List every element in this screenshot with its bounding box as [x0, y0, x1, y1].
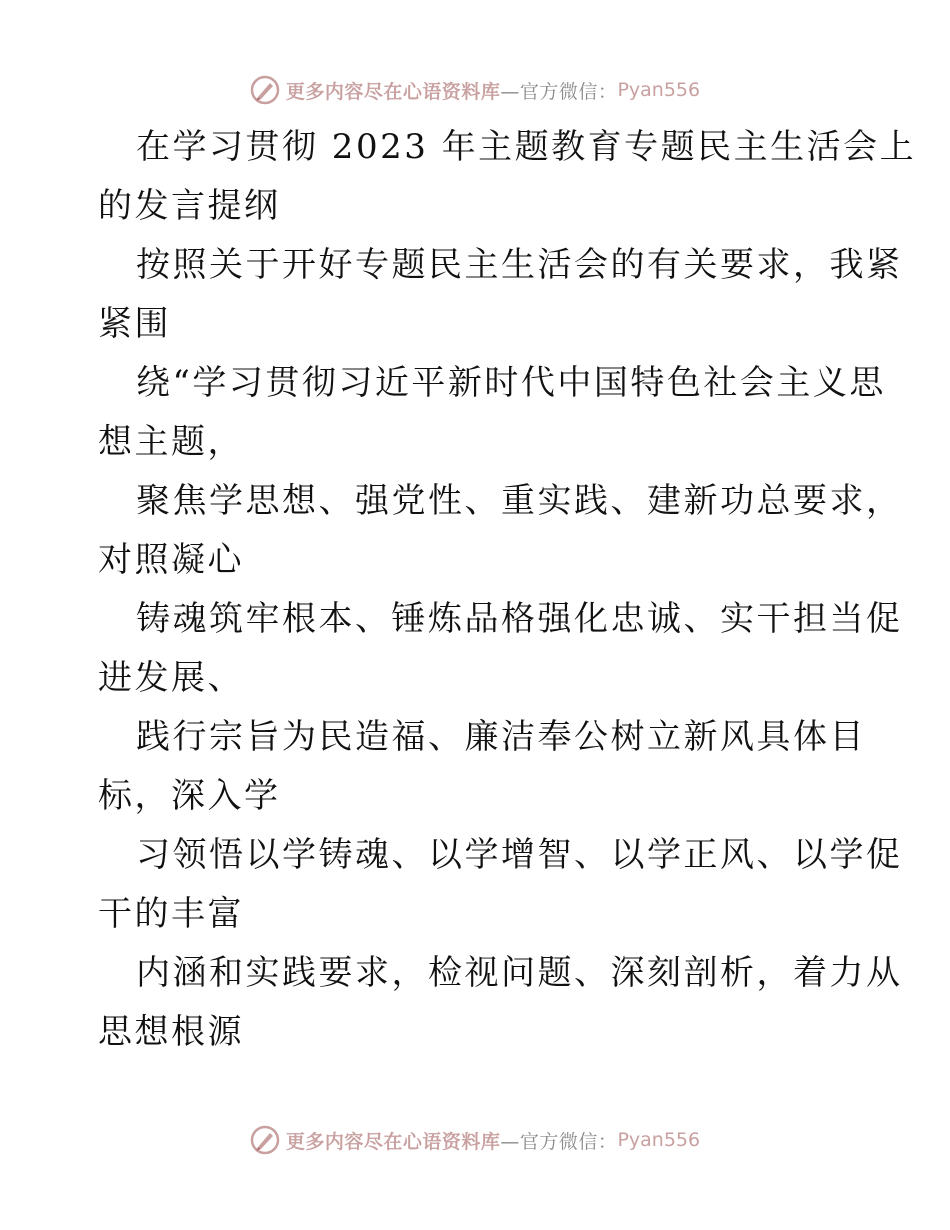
text-line: 对照凝心 [98, 540, 244, 580]
footer-watermark [0, 1120, 950, 1160]
text-line: 内涵和实践要求，检视问题、深刻剖析，着力从 [136, 953, 903, 993]
text-line: 习领悟以学铸魂、以学增智、以学正风、以学促 [136, 835, 903, 875]
watermark-wechat-label: —官方微信： [500, 1130, 618, 1153]
watermark-wechat-label: —官方微信： [500, 80, 618, 103]
pen-logo-icon [250, 75, 280, 105]
text-line: 干的丰富 [98, 894, 244, 934]
text-line: 的发言提纲 [98, 186, 281, 226]
watermark-brand-text: 更多内容尽在心语资料库 [285, 1130, 501, 1153]
text-line: 进发展、 [98, 658, 244, 698]
text-line: 标，深入学 [98, 776, 281, 816]
text-line: 按照关于开好专题民主生活会的有关要求，我紧 [136, 245, 903, 285]
text-line: 践行宗旨为民造福、廉洁奉公树立新风具体目 [136, 717, 866, 757]
watermark-wechat-id: Pyan556 [617, 1129, 701, 1151]
document-body [98, 118, 917, 1062]
header-watermark [0, 70, 950, 110]
text-line: 铸魂筑牢根本、锤炼品格强化忠诚、实干担当促 [136, 599, 903, 639]
text-line: 紧围 [98, 304, 171, 344]
text-line: 聚焦学思想、强党性、重实践、建新功总要求， [136, 481, 903, 521]
text-line: 思想根源 [98, 1012, 244, 1052]
pen-logo-icon [250, 1125, 280, 1155]
watermark-brand-text: 更多内容尽在心语资料库 [285, 80, 501, 103]
text-line: 想主题， [98, 422, 244, 462]
watermark-wechat-id: Pyan556 [617, 79, 701, 101]
text-line: 在学习贯彻 2023 年主题教育专题民主生活会上 [136, 127, 917, 167]
text-line: 绕“学习贯彻习近平新时代中国特色社会主义思 [136, 363, 886, 403]
